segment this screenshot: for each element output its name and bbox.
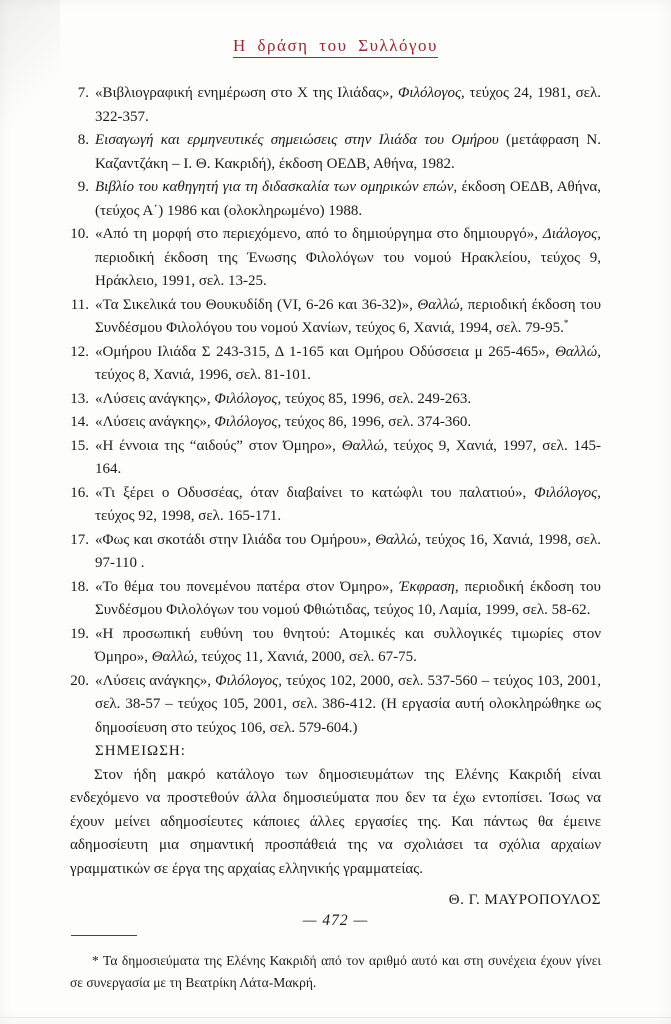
bibliography-item [70,576,601,623]
item-number: 17. [70,531,89,548]
item-text: Εισαγωγή και ερμηνευτικές σημειώσεις στην Ιλιάδα του Ομήρου (μετάφραση Ν. Καζαντζάκη – Ι. Θ. Κακριδή), έκδοση ΟΕΔΒ, Αθήνα, 1982. [95,132,601,172]
bibliography-item [70,341,601,388]
footnote-text: Τα δημοσιεύματα της Ελένης Κακριδή από τον αριθμό αυτό και στη συνέχεια έχουν γίνει σε συνεργασία με τη Βεατρίκη Λάτα-Μακρή. [70,953,601,990]
item-number: 9. [77,179,89,195]
item-number: 14. [70,414,89,430]
footnote-separator [71,935,137,936]
bibliography-item [70,129,601,176]
note-paragraph: Στον ήδη μακρό κατάλογο των δημοσιευμάτων της Ελένης Κακριδή είναι ενδεχόμενο να προστεθούν άλλα δημοσιεύματα που δεν τα έχω εντοπίσει. Ίσως να έχουν μείνει αδημοσίευτες κάποιες άλλες εργασίες της. Και πάντως θα έμεινε αδημοσίευτη μια σημαντική προσπάθειά της να σχολιάσει τα σχόλια αρχαίων γραμματικών σε έργα της αρχαίας ελληνικής γραμματείας. [70,766,601,877]
bibliography-item [70,435,601,482]
bibliography-item [70,482,601,529]
author-signature: Θ. Γ. ΜΑΥΡΟΠΟΥΛΟΣ [448,892,601,908]
bibliography-item [70,223,601,294]
item-text: «Φως και σκοτάδι στην Ιλιάδα του Ομήρου», Θαλλώ, τεύχος 16, Χανιά, 1998, σελ. 97-110 . [95,531,601,571]
note-heading: ΣΗΜΕΙΩΣΗ: [95,743,186,759]
item-number: 8. [77,132,89,148]
item-number: 20. [70,672,89,689]
item-number: 7. [77,85,89,101]
bibliography-item [70,411,601,435]
item-text: «Το θέμα του πονεμένου πατέρα στον Όμηρο», Έκφραση, περιοδική έκδοση του Συνδέσμου Φιλολόγων του νομού Φθιώτιδας, τεύχος 10, Λαμία, 1999, σελ. 58-62. [95,578,601,618]
bibliography-list [70,82,601,740]
item-text: «Βιβλιογραφική ενημέρωση στο Χ της Ιλιάδας», Φιλόλογος, τεύχος 24, 1981, σελ. 322-357. [95,85,601,125]
footnote [70,950,601,993]
item-text: «Λύσεις ανάγκης», Φιλόλογος, τεύχος 86, 1996, σελ. 374-360. [95,414,472,430]
item-number: 11. [70,296,89,313]
item-number: 16. [70,484,89,501]
bibliography-item [70,529,601,576]
item-number: 12. [70,343,89,360]
bibliography-item [70,670,601,741]
item-number: 19. [70,625,89,642]
bibliography-item [70,388,601,412]
page-number: — 472 — [302,912,369,929]
bibliography-item [70,294,601,341]
page-content [70,36,601,993]
item-text: «Λύσεις ανάγκης», Φιλόλογος, τεύχος 102, 2000, σελ. 537-560 – τεύχος 103, 2001, σελ. 38-57 – τεύχος 105, 2001, σελ. 386-412. (Η εργασία αυτή ολοκληρώθηκε ως δημοσίευση στο τεύχος 106, σελ. 579-604.) [95,672,602,736]
item-number: 15. [70,437,89,454]
bibliography-item [70,176,601,223]
page-title [70,36,601,56]
item-text: «Λύσεις ανάγκης», Φιλόλογος, τεύχος 85, 1996, σελ. 249-263. [95,390,472,407]
item-number: 13. [70,390,89,407]
item-text: «Τι ξέρει ο Οδυσσέας, όταν διαβαίνει το κατώφλι του παλατιού», Φιλόλογος, τεύχος 92, 1998, σελ. 165-171. [95,484,601,524]
item-number: 18. [70,578,89,595]
bibliography-item [70,623,601,670]
item-text: «Η έννοια της “αιδούς” στον Όμηρο», Θαλλώ, τεύχος 9, Χανιά, 1997, σελ. 145-164. [95,437,601,477]
item-text: «Η προσωπική ευθύνη του θνητού: Ατομικές και συλλογικές τιμωρίες στον Όμηρο», Θαλλώ, τεύχος 11, Χανιά, 2000, σελ. 67-75. [95,625,601,665]
bibliography-item [70,82,601,129]
item-text: «Τα Σικελικά του Θουκυδίδη (VI, 6-26 και 36-32)», Θαλλώ, περιοδική έκδοση του Συνδέσμου Φιλολόγου του νομού Χανίων, τεύχος 6, Χανιά, 1994, σελ. 79-95.* [95,296,601,336]
item-text: Βιβλίο του καθηγητή για τη διδασκαλία των ομηρικών επών, έκδοση ΟΕΔΒ, Αθήνα, (τεύχος Α΄) 1986 και (ολοκληρωμένο) 1988. [95,179,601,219]
item-text: «Από τη μορφή στο περιεχόμενο, από το δημιούργημα στο δημιουργό», Διάλογος, περιοδική έκδοση της Ένωσης Φιλολόγων του νομού Ηρακλείου, τεύχος 9, Ηράκλειο, 1991, σελ. 13-25. [95,226,601,289]
footnote-marker: * [92,953,104,968]
item-text: «Ομήρου Ιλιάδα Σ 243-315, Δ 1-165 και Ομήρου Οδύσσεια μ 265-465», Θαλλώ, τεύχος 8, Χανιά, 1996, σελ. 81-101. [95,343,601,383]
page-title-text: Η δράση του Συλλόγου [233,36,438,58]
item-number: 10. [70,226,89,242]
